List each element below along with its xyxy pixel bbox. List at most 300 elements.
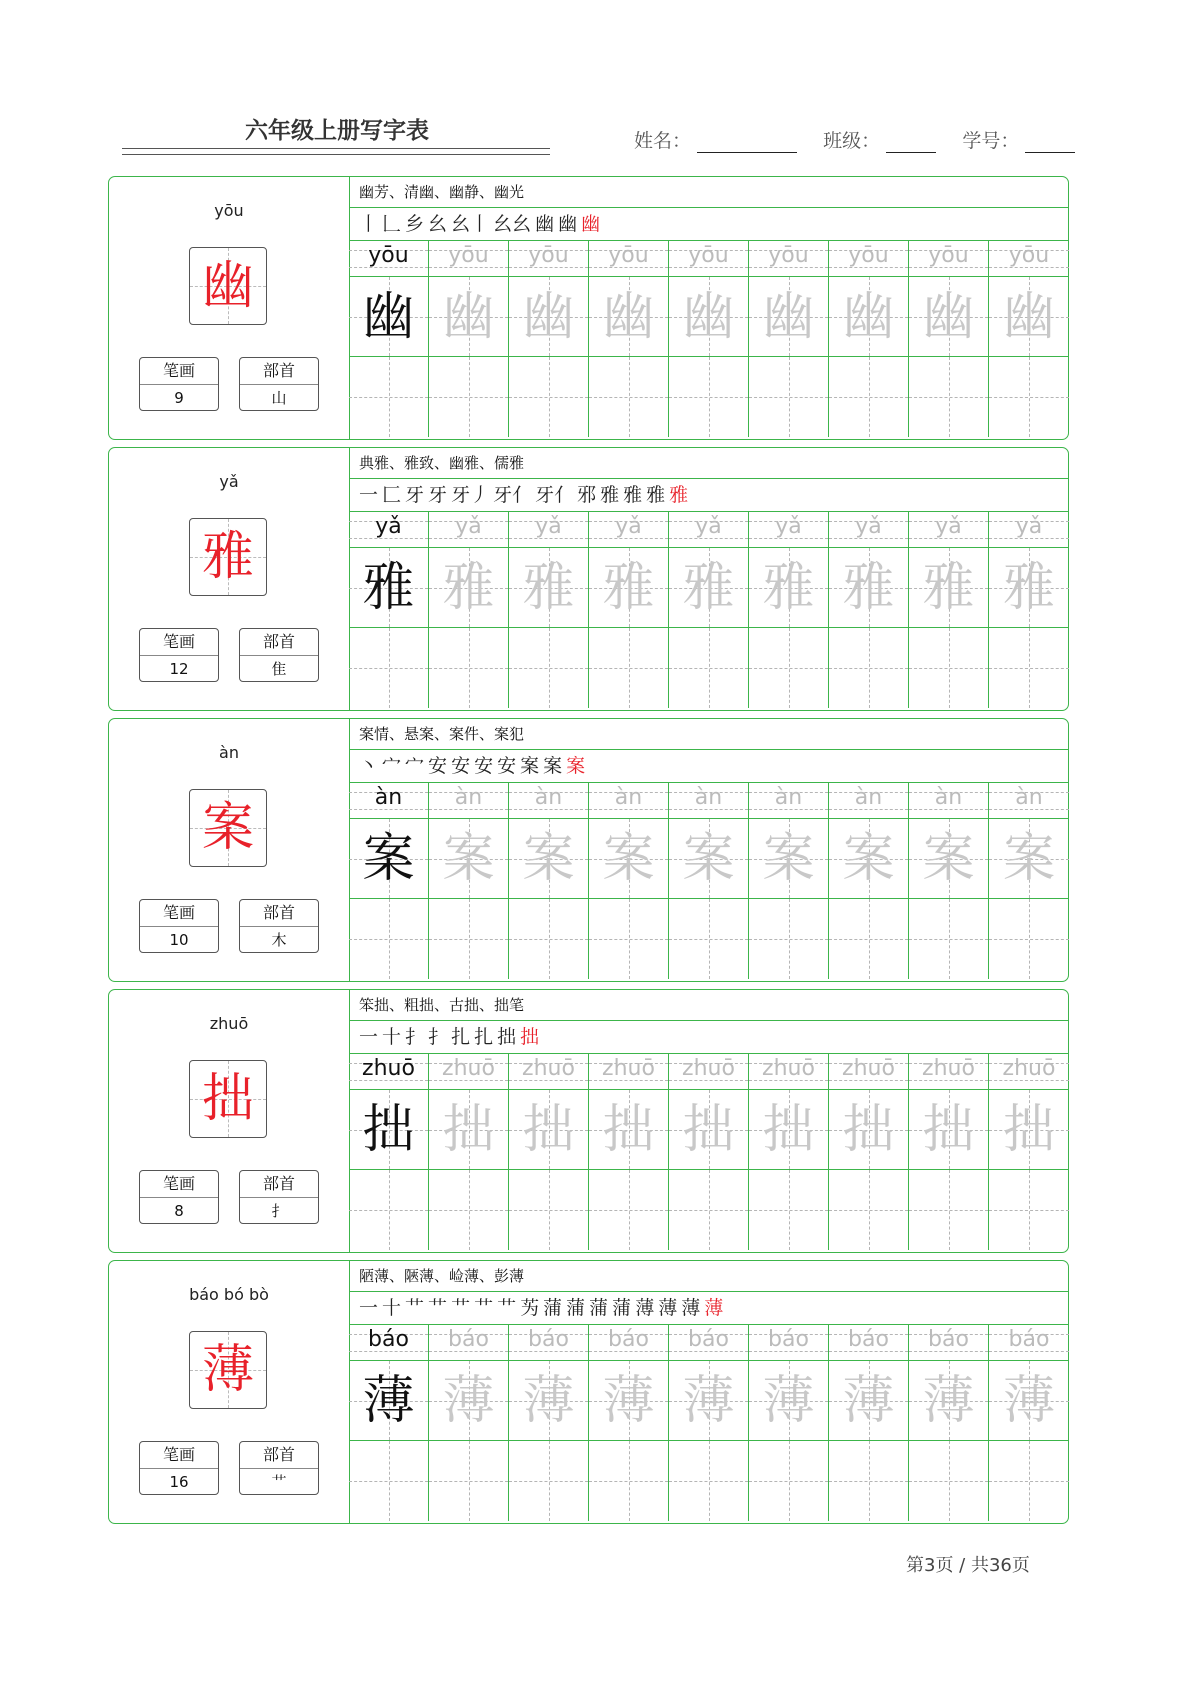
pinyin-cell[interactable]	[909, 1054, 989, 1089]
tian-grid-cell[interactable]	[829, 1170, 909, 1250]
tian-grid-cell[interactable]	[669, 1441, 749, 1521]
tian-grid-cell[interactable]	[669, 1170, 749, 1250]
stroke-step: 𠃊	[382, 213, 402, 235]
pinyin-cell[interactable]	[349, 241, 429, 276]
stroke-step: 扌	[405, 1026, 425, 1048]
tian-grid-cell[interactable]	[909, 1441, 989, 1521]
id-blank[interactable]	[1025, 132, 1075, 153]
character-trace-row	[349, 1361, 1068, 1441]
pinyin-trace: yǎ	[855, 514, 882, 539]
radical-value: 艹	[271, 1473, 287, 1491]
tian-grid-cell[interactable]	[429, 357, 509, 437]
character-trace: 雅	[442, 558, 495, 618]
stroke-step: 宀	[382, 755, 402, 777]
pinyin-trace: àn	[1015, 785, 1043, 810]
character-trace: 雅	[842, 558, 895, 618]
stroke-count-label: 笔画	[140, 1442, 218, 1469]
pinyin-cell[interactable]	[749, 783, 829, 818]
pinyin-trace: yōu	[1008, 243, 1050, 268]
pinyin-cell[interactable]	[509, 241, 589, 276]
tian-grid-cell[interactable]	[429, 819, 509, 898]
tian-grid-cell[interactable]	[829, 1090, 909, 1169]
pinyin-cell[interactable]	[829, 783, 909, 818]
pinyin-cell[interactable]	[589, 1054, 669, 1089]
tian-grid-cell[interactable]	[589, 1090, 669, 1169]
pinyin-practice-row	[349, 1054, 1068, 1090]
tian-grid-cell[interactable]	[829, 1441, 909, 1521]
character-trace: 拙	[682, 1100, 735, 1160]
stroke-step: 𫇭	[520, 1297, 540, 1319]
tian-grid-cell[interactable]	[669, 357, 749, 437]
pinyin-cell[interactable]	[749, 1054, 829, 1089]
tian-grid-cell[interactable]	[429, 548, 509, 627]
pinyin-cell[interactable]	[669, 241, 749, 276]
pinyin-cell[interactable]	[749, 1325, 829, 1360]
pinyin-cell[interactable]	[909, 241, 989, 276]
tian-grid-cell[interactable]	[509, 357, 589, 437]
tian-grid-cell[interactable]	[749, 1170, 829, 1250]
tian-grid-cell[interactable]	[509, 819, 589, 898]
tian-grid-cell[interactable]	[429, 1170, 509, 1250]
stroke-step: 艹	[497, 1297, 517, 1319]
stroke-order	[349, 1021, 1068, 1054]
stroke-step: 牙亻	[535, 484, 574, 506]
character-display: 案	[201, 798, 254, 858]
character-trace: 薄	[522, 1371, 575, 1431]
radical-value: 山	[271, 389, 287, 407]
pinyin-trace: zhuō	[842, 1056, 895, 1081]
pinyin-cell[interactable]	[349, 1325, 429, 1360]
character-trace: 案	[362, 829, 415, 889]
stroke-step: 幺丨	[451, 213, 490, 235]
pinyin-cell[interactable]	[829, 1054, 909, 1089]
pinyin-cell[interactable]	[669, 1325, 749, 1360]
tian-grid-cell[interactable]	[909, 277, 989, 356]
character-trace: 拙	[842, 1100, 895, 1160]
pinyin-practice-row	[349, 783, 1068, 819]
pinyin-cell[interactable]	[829, 241, 909, 276]
stroke-order	[349, 750, 1068, 783]
pinyin-cell[interactable]	[669, 1054, 749, 1089]
tian-grid-cell[interactable]	[349, 357, 429, 437]
stroke-order	[349, 479, 1068, 512]
pinyin-cell[interactable]	[589, 1325, 669, 1360]
pinyin-cell[interactable]	[909, 512, 989, 547]
tian-grid-cell[interactable]	[909, 819, 989, 898]
character-card	[108, 447, 1069, 711]
pinyin-trace: zhuō	[522, 1056, 575, 1081]
pinyin-trace: yōu	[928, 243, 969, 268]
tian-grid-cell[interactable]	[349, 1090, 429, 1169]
tian-grid-cell[interactable]	[589, 277, 669, 356]
pinyin-cell[interactable]	[349, 512, 429, 547]
character-trace: 案	[842, 829, 895, 889]
radical-box	[239, 1441, 319, 1495]
tian-grid-cell[interactable]	[509, 277, 589, 356]
stroke-step: 牙丿	[451, 484, 490, 506]
character-card	[108, 176, 1069, 440]
blank-writing-row	[349, 628, 1068, 708]
page-header	[122, 108, 1062, 156]
stroke-step: 薄	[635, 1297, 655, 1319]
word-examples: 幽芳、清幽、幽静、幽光	[349, 177, 1068, 208]
practice-panel	[349, 990, 1068, 1252]
tian-grid-cell[interactable]	[509, 548, 589, 627]
pinyin-trace: zhuō	[762, 1056, 815, 1081]
tian-grid-cell[interactable]	[349, 548, 429, 627]
pinyin-trace: yǎ	[375, 514, 402, 539]
tian-grid-cell[interactable]	[589, 899, 669, 979]
pinyin-cell[interactable]	[349, 1054, 429, 1089]
character-trace-row	[349, 277, 1068, 357]
tian-grid-cell[interactable]	[829, 357, 909, 437]
tian-grid-cell[interactable]	[669, 548, 749, 627]
stroke-count-value: 12	[169, 660, 189, 678]
stroke-step: 雅	[600, 484, 620, 506]
stroke-step: 扌	[428, 1026, 448, 1048]
pinyin-cell[interactable]	[989, 241, 1069, 276]
radical-box	[239, 899, 319, 953]
pinyin-cell[interactable]	[669, 512, 749, 547]
character-trace: 案	[922, 829, 975, 889]
stroke-step: 一	[359, 1297, 379, 1319]
character-trace: 薄	[682, 1371, 735, 1431]
character-trace: 雅	[922, 558, 975, 618]
practice-grid	[349, 241, 1068, 440]
pinyin-cell[interactable]	[509, 512, 589, 547]
title-underline	[122, 148, 550, 155]
stroke-step: 薄	[658, 1297, 678, 1319]
tian-grid-cell[interactable]	[669, 1361, 749, 1440]
pinyin-cell[interactable]	[829, 1325, 909, 1360]
pinyin-cell[interactable]	[429, 1054, 509, 1089]
pinyin-cell[interactable]	[749, 512, 829, 547]
character-trace: 雅	[762, 558, 815, 618]
word-examples: 案情、悬案、案件、案犯	[349, 719, 1068, 750]
practice-grid	[349, 783, 1068, 982]
character-trace: 幽	[442, 287, 495, 347]
tian-grid-cell[interactable]	[829, 548, 909, 627]
radical-value: 木	[271, 931, 287, 949]
pinyin-trace: báo	[528, 1327, 569, 1352]
tian-grid-cell[interactable]	[749, 1441, 829, 1521]
character-display-box	[189, 1331, 267, 1409]
tian-grid-cell[interactable]	[669, 819, 749, 898]
tian-grid-cell[interactable]	[589, 819, 669, 898]
tian-grid-cell[interactable]	[749, 819, 829, 898]
name-blank[interactable]	[697, 132, 797, 153]
character-trace: 幽	[1002, 287, 1055, 347]
stroke-count-box	[139, 1170, 219, 1224]
pinyin-cell[interactable]	[989, 1054, 1069, 1089]
tian-grid-cell[interactable]	[829, 899, 909, 979]
pinyin-cell[interactable]	[909, 1325, 989, 1360]
character-trace-row	[349, 819, 1068, 899]
stroke-step: 案	[566, 755, 586, 777]
stroke-step: 薄	[681, 1297, 701, 1319]
stroke-step: 幽	[535, 213, 555, 235]
tian-grid-cell[interactable]	[989, 1361, 1069, 1440]
character-display-box	[189, 518, 267, 596]
tian-grid-cell[interactable]	[349, 1361, 429, 1440]
tian-grid-cell[interactable]	[429, 628, 509, 708]
character-trace: 拙	[1002, 1100, 1055, 1160]
stroke-step: 艹	[451, 1297, 471, 1319]
character-trace: 幽	[922, 287, 975, 347]
practice-panel	[349, 177, 1068, 439]
tian-grid-cell[interactable]	[429, 1090, 509, 1169]
pinyin-trace: yōu	[768, 243, 809, 268]
stroke-step: 乡	[405, 213, 425, 235]
tian-grid-cell[interactable]	[909, 548, 989, 627]
pinyin-trace: zhuō	[682, 1056, 735, 1081]
pinyin-trace: yǎ	[535, 514, 562, 539]
tian-grid-cell[interactable]	[749, 1090, 829, 1169]
character-trace: 案	[602, 829, 655, 889]
tian-grid-cell[interactable]	[589, 1170, 669, 1250]
stroke-count-box	[139, 1441, 219, 1495]
tian-grid-cell[interactable]	[909, 357, 989, 437]
blank-writing-row	[349, 1170, 1068, 1250]
blank-writing-row	[349, 1441, 1068, 1521]
tian-grid-cell[interactable]	[669, 899, 749, 979]
tian-grid-cell[interactable]	[909, 1170, 989, 1250]
tian-grid-cell[interactable]	[669, 277, 749, 356]
tian-grid-cell[interactable]	[749, 1361, 829, 1440]
character-display-box	[189, 1060, 267, 1138]
tian-grid-cell[interactable]	[589, 1441, 669, 1521]
pinyin-cell[interactable]	[669, 783, 749, 818]
radical-label: 部首	[240, 358, 318, 385]
radical-box	[239, 1170, 319, 1224]
stroke-count-value: 8	[174, 1202, 184, 1220]
stroke-step: 艹	[405, 1297, 425, 1319]
character-trace: 幽	[842, 287, 895, 347]
pinyin-cell[interactable]	[589, 241, 669, 276]
pinyin-cell[interactable]	[989, 783, 1069, 818]
pinyin-practice-row	[349, 241, 1068, 277]
tian-grid-cell[interactable]	[749, 357, 829, 437]
stroke-step: 薄	[704, 1297, 724, 1319]
character-trace: 拙	[602, 1100, 655, 1160]
pinyin-trace: báo	[848, 1327, 889, 1352]
radical-box	[239, 628, 319, 682]
stroke-step: 匚	[382, 484, 402, 506]
stroke-order	[349, 1292, 1068, 1325]
character-trace: 案	[522, 829, 575, 889]
page-number: 第3页 / 共36页	[906, 1555, 1030, 1576]
tian-grid-cell[interactable]	[829, 277, 909, 356]
character-trace: 薄	[362, 1371, 415, 1431]
character-trace: 薄	[842, 1371, 895, 1431]
radical-label: 部首	[240, 1171, 318, 1198]
tian-grid-cell[interactable]	[589, 357, 669, 437]
tian-grid-cell[interactable]	[989, 1441, 1069, 1521]
tian-grid-cell[interactable]	[989, 1090, 1069, 1169]
pinyin-trace: yōu	[528, 243, 569, 268]
pinyin-cell[interactable]	[829, 512, 909, 547]
pinyin-cell[interactable]	[509, 783, 589, 818]
tian-grid-cell[interactable]	[669, 1090, 749, 1169]
pinyin-cell[interactable]	[429, 512, 509, 547]
stroke-count-value: 9	[174, 389, 184, 407]
character-card	[108, 718, 1069, 982]
character-trace: 雅	[522, 558, 575, 618]
name-label: 姓名：	[634, 130, 692, 152]
character-display-box	[189, 247, 267, 325]
tian-grid-cell[interactable]	[989, 628, 1069, 708]
character-trace-row	[349, 548, 1068, 628]
pinyin-cell[interactable]	[989, 512, 1069, 547]
pinyin-trace: àn	[774, 785, 803, 810]
tian-grid-cell[interactable]	[829, 628, 909, 708]
character-trace: 幽	[522, 287, 575, 347]
pinyin-trace: àn	[454, 785, 483, 810]
tian-grid-cell[interactable]	[429, 277, 509, 356]
stroke-step: 蒲	[566, 1297, 586, 1319]
character-card	[108, 989, 1069, 1253]
pinyin-trace: yǎ	[775, 514, 802, 539]
stroke-count-label: 笔画	[140, 358, 218, 385]
stroke-count-value: 16	[169, 1473, 189, 1491]
tian-grid-cell[interactable]	[829, 819, 909, 898]
tian-grid-cell[interactable]	[589, 548, 669, 627]
pinyin-trace: báo	[768, 1327, 809, 1352]
word-examples: 笨拙、粗拙、古拙、拙笔	[349, 990, 1068, 1021]
stroke-step: 牙	[428, 484, 448, 506]
pinyin-cell[interactable]	[509, 1054, 589, 1089]
tian-grid-cell[interactable]	[749, 628, 829, 708]
class-blank[interactable]	[886, 132, 936, 153]
pinyin-cell[interactable]	[429, 1325, 509, 1360]
stroke-count-label: 笔画	[140, 1171, 218, 1198]
character-trace: 案	[1002, 829, 1055, 889]
tian-grid-cell[interactable]	[989, 899, 1069, 979]
tian-grid-cell[interactable]	[349, 819, 429, 898]
pinyin-label: báo bó bò	[189, 1285, 269, 1304]
pinyin-trace: zhuō	[922, 1056, 975, 1081]
tian-grid-cell[interactable]	[669, 628, 749, 708]
character-trace: 案	[442, 829, 495, 889]
character-display: 雅	[201, 527, 254, 587]
character-trace: 拙	[442, 1100, 495, 1160]
stroke-order	[349, 208, 1068, 241]
pinyin-trace: zhuō	[1002, 1056, 1056, 1081]
character-info-panel	[109, 1261, 350, 1523]
pinyin-cell[interactable]	[589, 783, 669, 818]
tian-grid-cell[interactable]	[829, 1361, 909, 1440]
stroke-step: 十	[382, 1026, 402, 1048]
tian-grid-cell[interactable]	[429, 899, 509, 979]
tian-grid-cell[interactable]	[509, 1170, 589, 1250]
tian-grid-cell[interactable]	[749, 277, 829, 356]
tian-grid-cell[interactable]	[909, 1090, 989, 1169]
character-display: 拙	[201, 1069, 254, 1129]
practice-grid	[349, 1054, 1068, 1253]
pinyin-cell[interactable]	[989, 1325, 1069, 1360]
tian-grid-cell[interactable]	[509, 628, 589, 708]
stroke-step: 雅	[646, 484, 666, 506]
character-trace: 雅	[602, 558, 655, 618]
stroke-step: 蒲	[543, 1297, 563, 1319]
tian-grid-cell[interactable]	[989, 357, 1069, 437]
pinyin-trace: àn	[374, 785, 403, 810]
stroke-step: 雅	[669, 484, 689, 506]
tian-grid-cell[interactable]	[589, 1361, 669, 1440]
pinyin-cell[interactable]	[509, 1325, 589, 1360]
tian-grid-cell[interactable]	[349, 1170, 429, 1250]
tian-grid-cell[interactable]	[349, 628, 429, 708]
tian-grid-cell[interactable]	[509, 899, 589, 979]
pinyin-trace: àn	[934, 785, 963, 810]
pinyin-label: yōu	[214, 201, 244, 220]
pinyin-cell[interactable]	[589, 512, 669, 547]
pinyin-label: àn	[219, 743, 239, 762]
character-trace-row	[349, 1090, 1068, 1170]
tian-grid-cell[interactable]	[349, 1441, 429, 1521]
pinyin-cell[interactable]	[429, 241, 509, 276]
tian-grid-cell[interactable]	[749, 899, 829, 979]
tian-grid-cell[interactable]	[509, 1441, 589, 1521]
pinyin-cell[interactable]	[749, 241, 829, 276]
pinyin-trace: zhuō	[442, 1056, 495, 1081]
tian-grid-cell[interactable]	[429, 1441, 509, 1521]
stroke-step: 十	[382, 1297, 402, 1319]
pinyin-trace: yǎ	[935, 514, 962, 539]
stroke-step: 安	[474, 755, 494, 777]
pinyin-trace: báo	[448, 1327, 489, 1352]
stroke-step: 宀	[405, 755, 425, 777]
pinyin-cell[interactable]	[909, 783, 989, 818]
pinyin-cell[interactable]	[429, 783, 509, 818]
tian-grid-cell[interactable]	[989, 1170, 1069, 1250]
tian-grid-cell[interactable]	[349, 899, 429, 979]
character-trace: 幽	[762, 287, 815, 347]
tian-grid-cell[interactable]	[909, 628, 989, 708]
stroke-step: 扎	[474, 1026, 494, 1048]
tian-grid-cell[interactable]	[589, 628, 669, 708]
character-trace: 雅	[1002, 558, 1055, 618]
practice-grid	[349, 1325, 1068, 1524]
character-trace: 幽	[602, 287, 655, 347]
pinyin-label: zhuō	[209, 1014, 249, 1033]
stroke-step: 幺	[428, 213, 448, 235]
id-label: 学号：	[962, 130, 1020, 152]
tian-grid-cell[interactable]	[989, 277, 1069, 356]
tian-grid-cell[interactable]	[349, 277, 429, 356]
practice-panel	[349, 1261, 1068, 1523]
worksheet-title: 六年级上册写字表	[245, 118, 429, 144]
character-display: 薄	[201, 1340, 254, 1400]
tian-grid-cell[interactable]	[909, 1361, 989, 1440]
radical-label: 部首	[240, 1442, 318, 1469]
blank-writing-row	[349, 357, 1068, 437]
tian-grid-cell[interactable]	[509, 1361, 589, 1440]
tian-grid-cell[interactable]	[509, 1090, 589, 1169]
character-trace: 雅	[362, 558, 415, 618]
character-info-panel	[109, 448, 350, 710]
stroke-count-label: 笔画	[140, 900, 218, 927]
tian-grid-cell[interactable]	[989, 548, 1069, 627]
radical-value: 隹	[271, 660, 287, 678]
tian-grid-cell[interactable]	[429, 1361, 509, 1440]
stroke-step: 雅	[623, 484, 643, 506]
tian-grid-cell[interactable]	[989, 819, 1069, 898]
tian-grid-cell[interactable]	[909, 899, 989, 979]
tian-grid-cell[interactable]	[749, 548, 829, 627]
stroke-step: 丶	[359, 755, 379, 777]
pinyin-cell[interactable]	[349, 783, 429, 818]
